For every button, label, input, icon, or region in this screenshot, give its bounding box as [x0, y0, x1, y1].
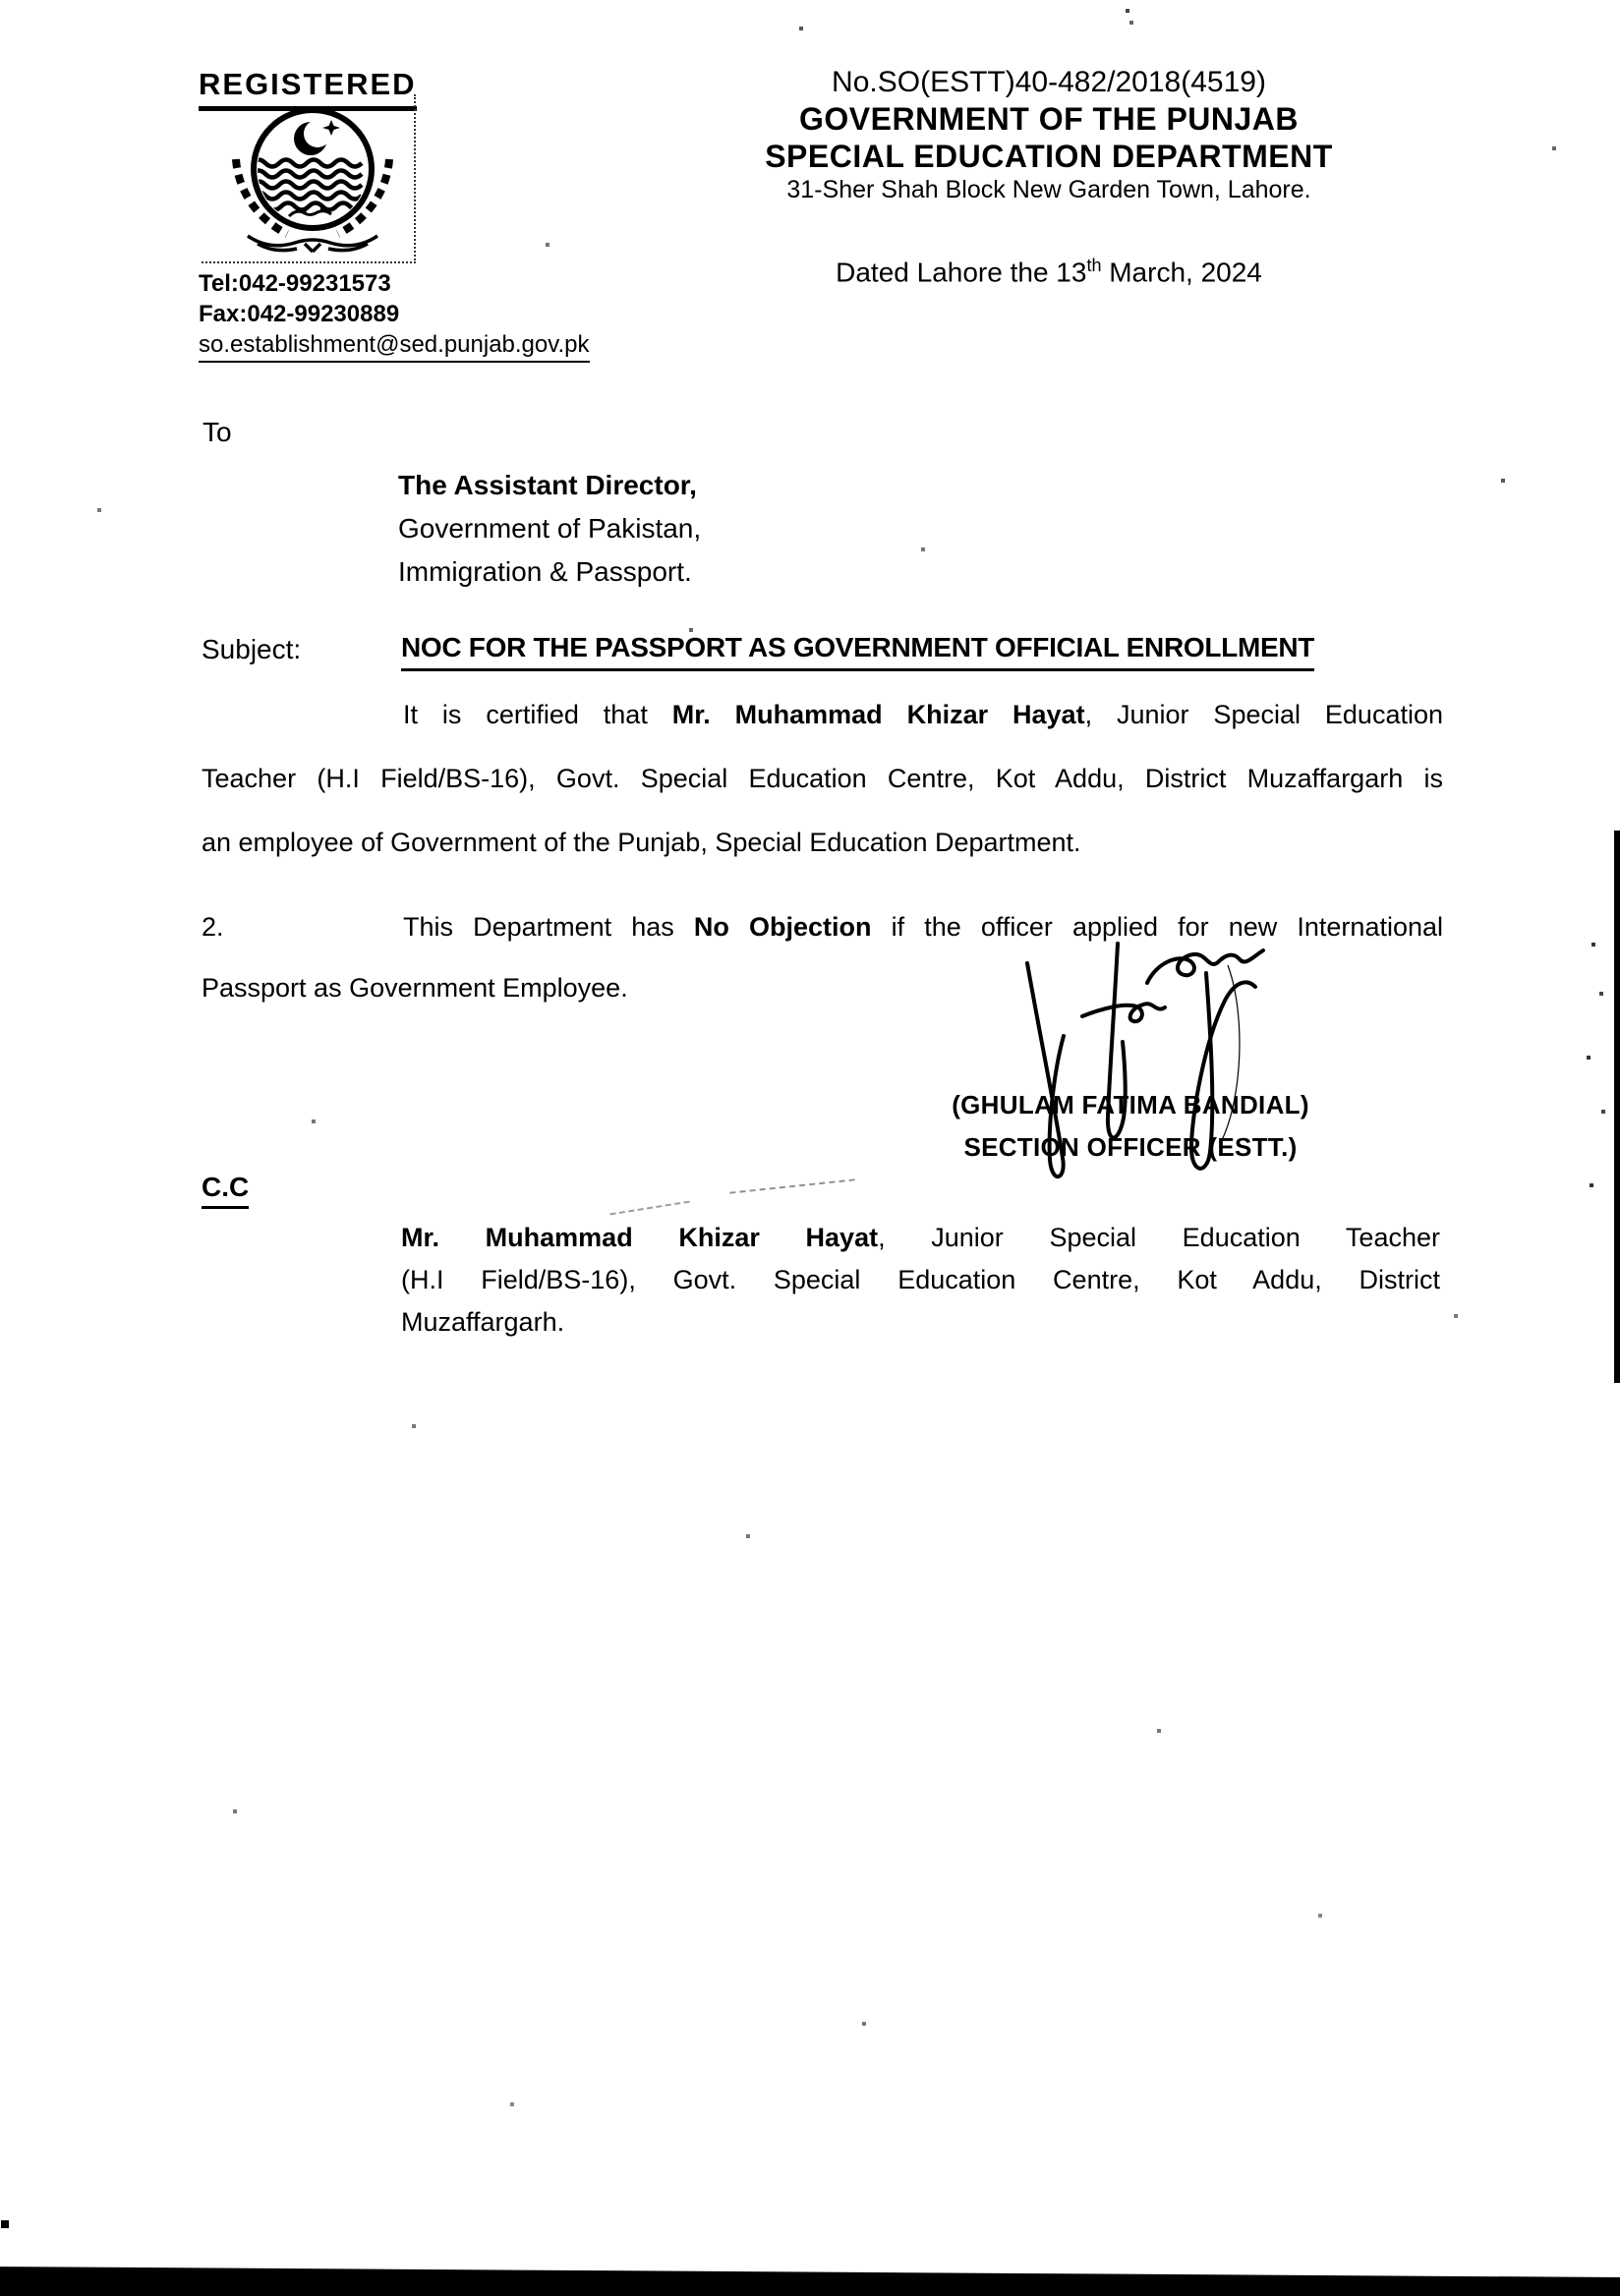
- subject-label: Subject:: [202, 634, 302, 664]
- department-name: SPECIAL EDUCATION DEPARTMENT: [765, 139, 1333, 174]
- para1-line2: Teacher (H.I Field/BS-16), Govt. Special Education Centre, Kot Addu, District Muzaffargarh is: [202, 764, 1443, 793]
- ribbon-icon: [248, 236, 377, 252]
- no-objection-bold: No Objection: [693, 912, 872, 942]
- para1-l1-text: It is certified that: [403, 700, 672, 729]
- addressee-dept: Immigration & Passport.: [398, 556, 692, 587]
- registered-label: REGISTERED: [199, 67, 417, 111]
- date-suffix: March, 2024: [1101, 257, 1262, 288]
- para1-line3: an employee of Government of the Punjab, Special Education Department.: [202, 828, 1081, 857]
- scan-edge-strip-bottom: [0, 2267, 1620, 2296]
- para1-line1: [202, 683, 1443, 747]
- addressee-block: [398, 464, 701, 594]
- cc-label: C.C: [202, 1172, 249, 1209]
- email-line: so.establishment@sed.punjab.gov.pk: [199, 329, 590, 363]
- punjab-government-emblem-icon: [214, 104, 411, 258]
- cc-line3: Muzaffargarh.: [401, 1307, 565, 1337]
- scan-speckles: [0, 0, 2, 2]
- subject-text: NOC FOR THE PASSPORT AS GOVERNMENT OFFICIAL ENROLLMENT: [401, 632, 1314, 671]
- para1-l1-tail: , Junior Special Education: [1084, 700, 1443, 729]
- cc-line1: [401, 1217, 1440, 1259]
- tel-line: Tel:042-99231573: [199, 270, 391, 297]
- handwritten-signature: [998, 922, 1322, 1217]
- signatory-name: (GHULAM FATIMA BANDIAL): [952, 1090, 1309, 1119]
- date-line: [661, 256, 1437, 288]
- cc-employee-name-bold: Mr. Muhammad Khizar Hayat: [401, 1223, 879, 1252]
- addressee-org: Government of Pakistan,: [398, 513, 702, 544]
- fax-line: Fax:042-99230889: [199, 301, 400, 327]
- letterhead: [661, 65, 1437, 204]
- reference-number: No.SO(ESTT)40-482/2018(4519): [832, 66, 1266, 98]
- para2-line2: Passport as Government Employee.: [202, 973, 628, 1003]
- addressee-title: The Assistant Director,: [398, 470, 697, 500]
- pencil-mark: [609, 1201, 689, 1216]
- para2-number: 2.: [202, 912, 224, 942]
- employee-name-bold: Mr. Muhammad Khizar Hayat: [671, 700, 1085, 729]
- government-name: GOVERNMENT OF THE PUNJAB: [798, 101, 1300, 137]
- signatory-block: [924, 1084, 1337, 1169]
- cc-block: [401, 1217, 1440, 1344]
- contact-block: [199, 268, 590, 363]
- scan-edge-strip-right: [1614, 831, 1620, 1383]
- para2-l1-tail: if the officer applied for new International: [871, 912, 1444, 942]
- date-prefix: Dated Lahore the 13: [836, 257, 1087, 288]
- date-ordinal: th: [1086, 256, 1102, 275]
- to-label: To: [202, 417, 232, 447]
- emblem-svg: [214, 104, 411, 258]
- cc-l1-tail: , Junior Special Education Teacher: [878, 1223, 1440, 1252]
- signatory-title: SECTION OFFICER (ESTT.): [963, 1132, 1298, 1162]
- logo-frame-line-vertical: [414, 94, 416, 263]
- para2-l1-text: This Department has: [403, 912, 694, 942]
- department-address: 31-Sher Shah Block New Garden Town, Lahore.: [786, 176, 1311, 203]
- cc-line2: (H.I Field/BS-16), Govt. Special Education Centre, Kot Addu, District: [401, 1265, 1440, 1294]
- pencil-mark: [729, 1178, 855, 1193]
- logo-frame-line-horizontal: [202, 261, 416, 263]
